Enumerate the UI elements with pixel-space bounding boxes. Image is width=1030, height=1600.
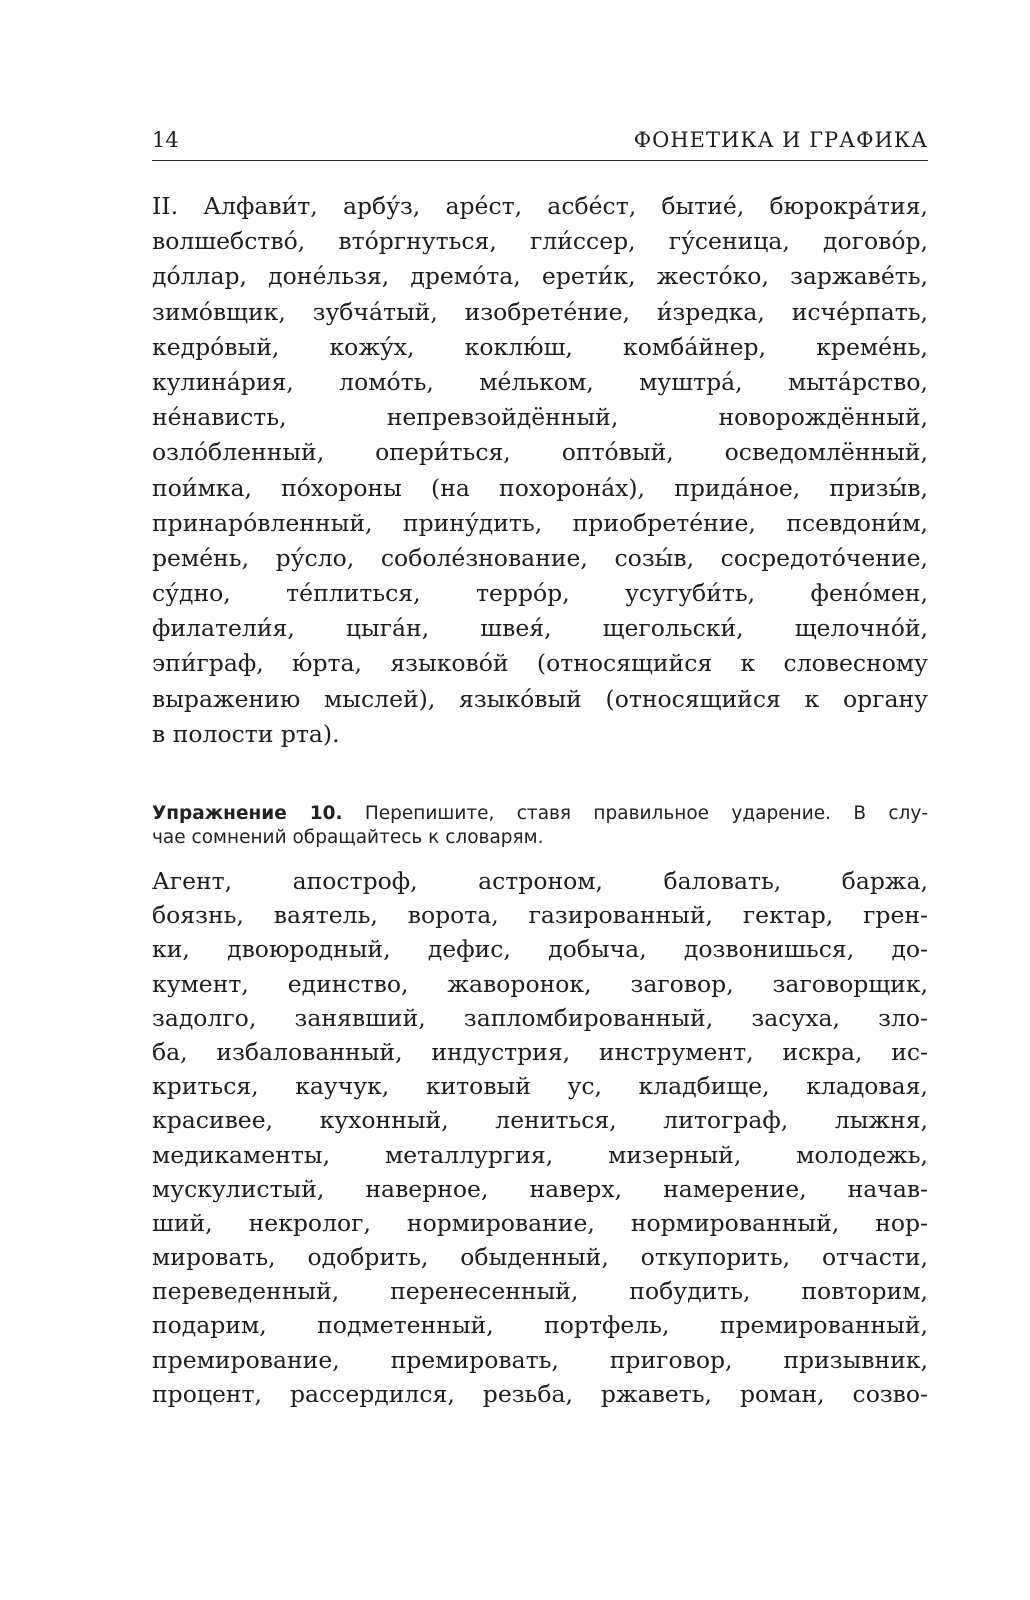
text-line: эпи́граф, ю́рта, языково́й (относящийся к словесному [152, 649, 928, 678]
text-line: Агент, апостроф, астроном, баловать, баржа, [152, 867, 928, 895]
text-line: мускулистый, наверное, наверх, намерение, начав- [152, 1174, 928, 1203]
text-line: боязнь, ваятель, ворота, газированный, гектар, грен- [152, 901, 928, 930]
page-number: 14 [152, 128, 179, 152]
text-line: II. Алфави́т, арбу́з, аре́ст, асбе́ст, бытие́, бюрокра́тия, [152, 192, 928, 220]
exercise-word-list [152, 864, 928, 1411]
text-line: криться, каучук, китовый ус, кладбище, кладовая, [152, 1072, 928, 1101]
exercise-task-line [152, 802, 928, 826]
text-line: подарим, подметенный, портфель, премированный, [152, 1311, 928, 1340]
word-list-part-two [152, 189, 928, 752]
text-line: пои́мка, по́хороны (на похорона́х), прида́ное, призы́в, [152, 473, 928, 502]
text-line: переведенный, перенесенный, побудить, повторим, [152, 1277, 928, 1306]
exercise-task-text: Перепишите, ставя правильное ударение. В слу- [364, 803, 929, 824]
text-line: процент, рассердился, резьба, ржаветь, роман, созво- [152, 1379, 928, 1408]
text-line: филатели́я, цыга́н, швея́, щегольски́, щелочно́й, [152, 614, 928, 643]
text-line: премирование, премировать, приговор, призывник, [152, 1345, 928, 1374]
text-line: выражению мыслей), языко́вый (относящийся к органу [152, 684, 928, 713]
text-line: не́нависть, непревзойдённый, новорождённый, [152, 403, 928, 432]
text-line: красивее, кухонный, лениться, литограф, лыжня, [152, 1106, 928, 1135]
section-title: ФОНЕТИКА И ГРАФИКА [633, 128, 928, 152]
text-line: су́дно, те́плиться, терро́р, усугуби́ть, фено́мен, [152, 579, 928, 608]
text-line: зимо́вщик, зубча́тый, изобрете́ние, и́зредка, исче́рпать, [152, 297, 928, 326]
text-line: реме́нь, ру́сло, соболе́знование, созы́в, сосредото́чение, [152, 543, 928, 572]
text-line: принаро́вленный, прину́дить, приобрете́ние, псевдони́м, [152, 508, 928, 537]
text-line: кумент, единство, жаворонок, заговор, заговорщик, [152, 969, 928, 998]
exercise-heading [152, 802, 928, 850]
running-head [152, 126, 928, 161]
text-line: до́ллар, доне́льзя, дремо́та, ерети́к, жесто́ко, заржаве́ть, [152, 262, 928, 291]
text-line: озло́бленный, опери́ться, опто́вый, осведомлённый, [152, 438, 928, 467]
text-line: ба, избалованный, индустрия, инструмент, искра, ис- [152, 1037, 928, 1066]
text-line: ший, некролог, нормирование, нормированный, нор- [152, 1208, 928, 1237]
text-line: волшебство́, вто́ргнуться, гли́ссер, гу́сеница, догово́р, [152, 227, 928, 256]
exercise-task-line: чае сомнений обращайтесь к словарям. [152, 827, 544, 848]
text-line: мировать, одобрить, обыденный, откупорить, отчасти, [152, 1243, 928, 1272]
text-line: ки, двоюродный, дефис, добыча, дозвонишься, до- [152, 935, 928, 964]
text-line: кедро́вый, кожу́х, коклю́ш, комба́йнер, креме́нь, [152, 332, 928, 361]
text-line: задолго, занявший, запломбированный, засуха, зло- [152, 1003, 928, 1032]
text-line: в полости рта). [152, 719, 340, 748]
text-line: кулина́рия, ломо́ть, ме́льком, муштра́, мыта́рство, [152, 367, 928, 396]
exercise-label: Упражнение 10. [152, 803, 343, 824]
text-line: медикаменты, металлургия, мизерный, молодежь, [152, 1140, 928, 1169]
